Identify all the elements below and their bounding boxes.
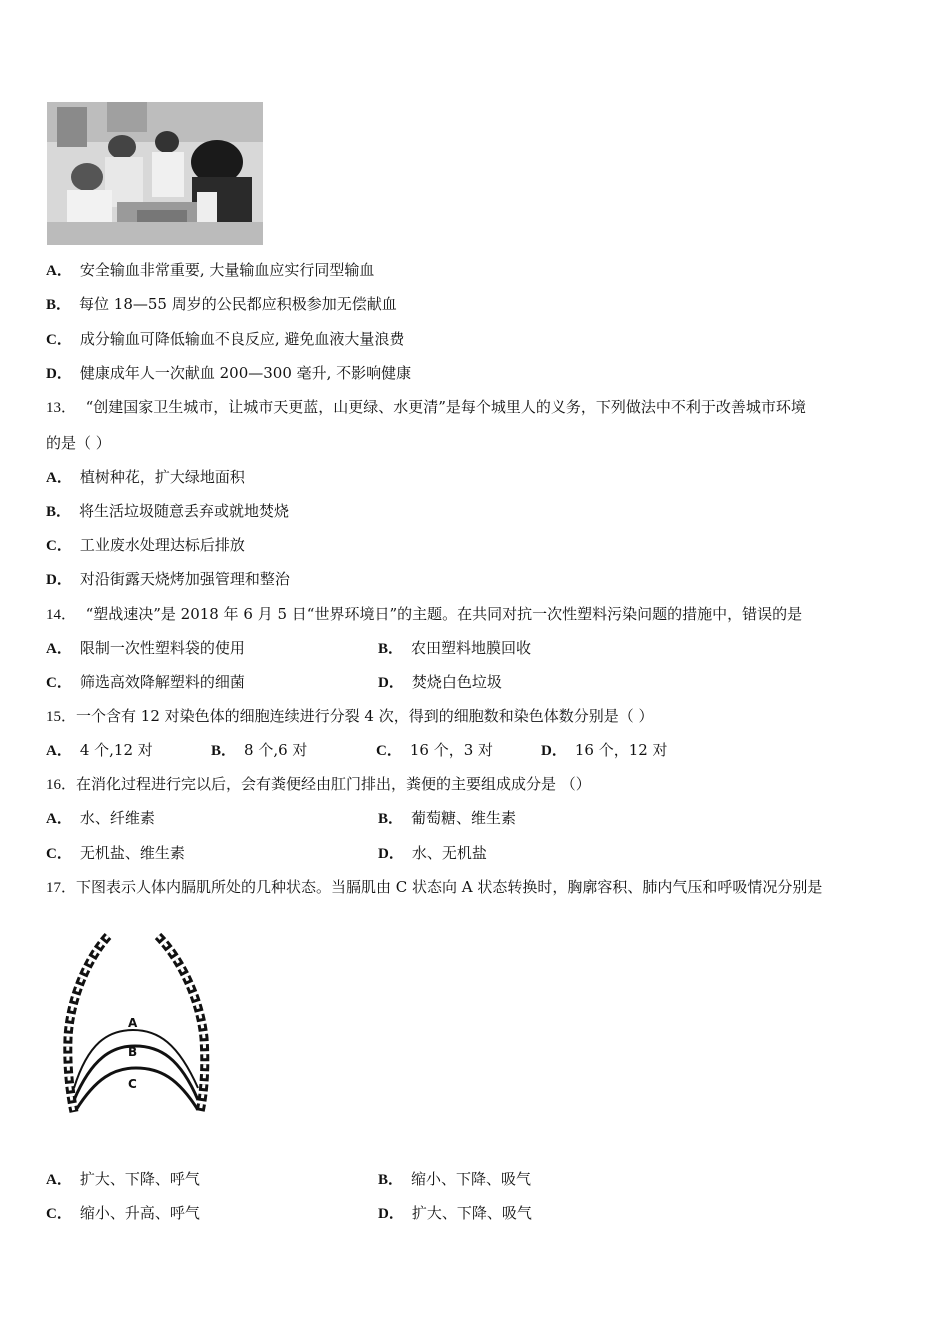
q17-option-b: B． 缩小、下降、吸气 — [378, 1170, 532, 1188]
q15-option-c: C． 16 个，3 对 — [376, 741, 494, 759]
q16-option-c: C． 无机盐、维生素 — [46, 844, 185, 862]
diagram-label-a: A — [128, 1016, 138, 1030]
q16-option-d: D． 水、无机盐 — [378, 844, 487, 862]
q12-option-c: C． 成分输血可降低输血不良反应, 避免血液大量浪费 — [46, 330, 405, 348]
q14-option-a: A． 限制一次性塑料袋的使用 — [46, 639, 245, 657]
q13-stem: 13． “创建国家卫生城市，让城市天更蓝，山更绿、水更清”是每个城里人的义务，下列做法中不利于改善城市环境 — [46, 398, 806, 416]
q17-stem: 17．下图表示人体内膈肌所处的几种状态。当膈肌由 C 状态向 A 状态转换时，胸廓容积、肺内气压和呼吸情况分别是 — [46, 878, 823, 896]
q16-option-a: A． 水、纤维素 — [46, 809, 155, 827]
q14-option-b: B． 农田塑料地膜回收 — [378, 639, 532, 657]
q14-option-d: D． 焚烧白色垃圾 — [378, 673, 502, 691]
q15-stem: 15．一个含有 12 对染色体的细胞连续进行分裂 4 次，得到的细胞数和染色体数分别是（ ） — [46, 707, 654, 725]
q12-option-d: D． 健康成年人一次献血 200—300 毫升, 不影响健康 — [46, 364, 412, 382]
q16-stem: 16．在消化过程进行完以后，会有粪便经由肛门排出，粪便的主要组成成分是 （） — [46, 775, 591, 793]
q17-option-a: A． 扩大、下降、呼气 — [46, 1170, 200, 1188]
q13-stem-cont: 的是（ ） — [46, 434, 111, 452]
q15-options — [46, 740, 668, 761]
diagram-label-c: C — [128, 1077, 137, 1091]
blood-donation-photo — [47, 102, 263, 245]
diagram-label-b: B — [128, 1045, 138, 1059]
q12-option-b: B． 每位 18—55 周岁的公民都应积极参加无偿献血 — [46, 295, 397, 313]
q13-option-a: A． 植树种花，扩大绿地面积 — [46, 468, 245, 486]
q15-option-d: D． 16 个，12 对 — [541, 741, 668, 759]
q17-option-d: D． 扩大、下降、吸气 — [378, 1204, 532, 1222]
q14-option-c: C． 筛选高效降解塑料的细菌 — [46, 673, 245, 691]
q15-option-b: B． 8 个,6 对 — [211, 741, 308, 759]
diaphragm-diagram — [58, 928, 220, 1120]
q13-option-c: C． 工业废水处理达标后排放 — [46, 536, 245, 554]
q14-stem: 14． “塑战速决”是 2018 年 6 月 5 日“世界环境日”的主题。在共同对抗一次性塑料污染问题的措施中，错误的是 — [46, 605, 803, 623]
q15-option-a: A． 4 个,12 对 — [46, 741, 153, 759]
q12-option-a: A． 安全输血非常重要, 大量输血应实行同型输血 — [46, 261, 375, 279]
q16-option-b: B． 葡萄糖、维生素 — [378, 809, 517, 827]
q13-option-d: D． 对沿街露天烧烤加强管理和整治 — [46, 570, 290, 588]
q17-option-c: C． 缩小、升高、呼气 — [46, 1204, 200, 1222]
q13-option-b: B． 将生活垃圾随意丢弃或就地焚烧 — [46, 502, 290, 520]
